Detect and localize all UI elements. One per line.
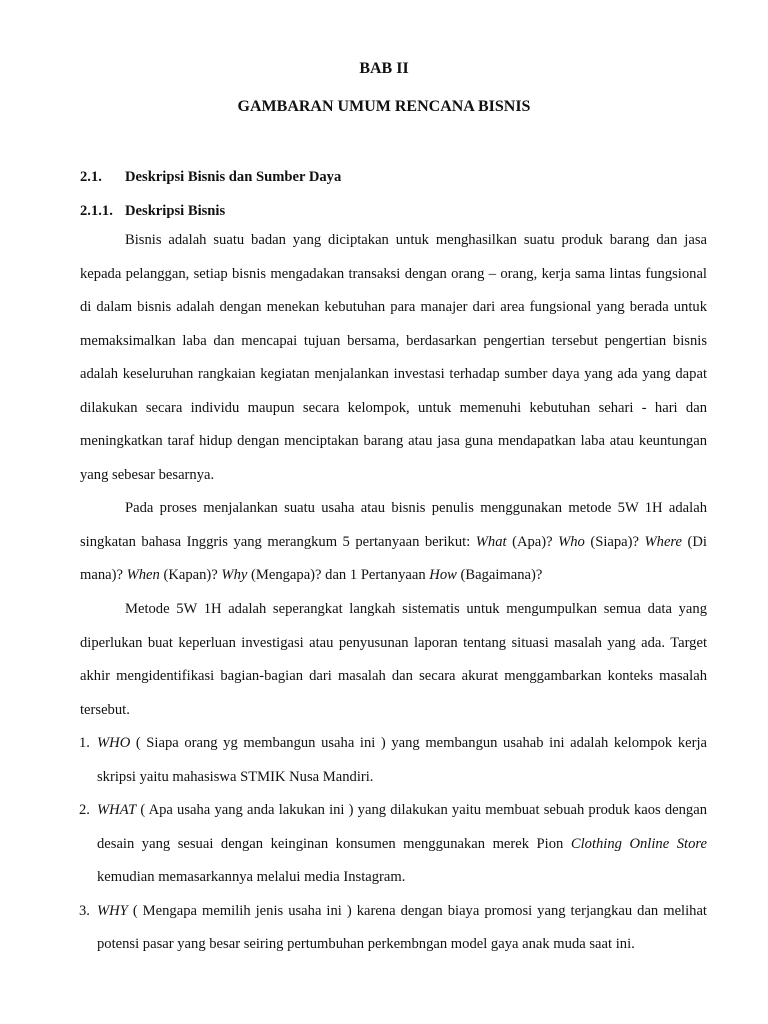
numbered-list — [80, 727, 707, 962]
section-title: Deskripsi Bisnis — [125, 203, 226, 219]
italic-term: Where — [644, 533, 683, 550]
section-heading-2-1-1 — [80, 201, 225, 221]
italic-term: What — [475, 533, 507, 550]
text-run: (Siapa)? — [584, 533, 645, 550]
paragraph-method: Metode 5W 1H adalah seperangkat langkah sistematis untuk mengumpulkan semua data yang diperlukan buat keperluan investigasi atau penyusunan laporan tentang situasi masalah yang ada. Target akhir mengidentifikasi bagian-bagian dari masalah dan secara akurat menggambarkan konteks masalah tersebut. — [80, 601, 707, 718]
list-item — [80, 727, 707, 794]
italic-term: When — [126, 567, 160, 583]
text-run: ( Apa usaha yang anda lakukan ini ) yang dilakukan yaitu membuat sebuah produk kaos dengan desain yang sesuai dengan keinginan konsumen menggunakan merek Pion — [97, 802, 707, 852]
list-item — [80, 794, 707, 895]
text-run: ( Mengapa memilih jenis usaha ini ) karena dengan biaya promosi yang terjangkau dan melihat potensi pasar yang besar seiring pertumbuhan perkembngan model gaya anak muda saat ini. — [97, 902, 707, 952]
list-number: 2. — [79, 802, 90, 818]
list-item — [80, 895, 707, 962]
list-number: 3. — [79, 902, 90, 919]
text-run: (Apa)? — [506, 533, 559, 550]
italic-term: How — [429, 567, 457, 583]
paragraph-definition: Bisnis adalah suatu badan yang diciptakan untuk menghasilkan suatu produk barang dan jasa kepada pelanggan, setiap bisnis mengadakan transaksi dengan orang – orang, kerja sama lintas fungsional di dalam bisnis adalah dengan menekan kebutuhan para manajer dari area fungsional yang berada untuk memaksimalkan laba dan mencapai tujuan bersama, berdasarkan pengertian tersebut pengertian bisnis adalah keseluruhan rangkaian kegiatan menjalankan investasi terhadap sumber daya yang ada yang dapat dilakukan secara individu maupun secara kelompok, untuk memenuhi kebutuhan sehari - hari dan meningkatkan taraf hidup dengan menciptakan barang atau jasa guna mendapatkan laba atau keuntungan yang sebesar besarnya. — [80, 232, 707, 483]
text-run: ( Siapa orang yg membangun usaha ini ) yang membangun usahab ini adalah kelompok kerja skripsi yaitu mahasiswa STMIK Nusa Mandiri. — [97, 735, 707, 785]
list-keyword: WHY — [97, 902, 128, 919]
chapter-number: BAB II — [359, 60, 409, 77]
section-heading-2-1 — [80, 167, 341, 187]
text-run: (Kapan)? — [159, 567, 222, 583]
paragraph-5w1h — [80, 492, 707, 593]
list-number: 1. — [79, 735, 90, 751]
text-run: (Bagaimana)? — [456, 567, 543, 583]
list-keyword: WHO — [97, 735, 131, 751]
text-run: (Mengapa)? dan 1 Pertanyaan — [247, 567, 430, 583]
section-number: 2.1. — [80, 169, 102, 185]
text-run: kemudian memasarkannya melalui media Instagram. — [97, 869, 406, 885]
list-keyword: WHAT — [97, 802, 137, 818]
section-title: Deskripsi Bisnis dan Sumber Daya — [125, 169, 342, 185]
text-run: Pada proses menjalankan suatu usaha atau bisnis penulis menggunakan metode 5W 1H adalah singkatan bahasa Inggris yang merangkum 5 pertanyaan berikut: — [80, 500, 707, 550]
italic-term: Clothing Online Store — [570, 835, 707, 852]
italic-term: Who — [558, 533, 585, 550]
chapter-title: GAMBARAN UMUM RENCANA BISNIS — [237, 98, 531, 115]
italic-term: Why — [221, 567, 248, 583]
section-number: 2.1.1. — [80, 203, 113, 219]
text-run: (Di mana)? — [80, 533, 707, 583]
